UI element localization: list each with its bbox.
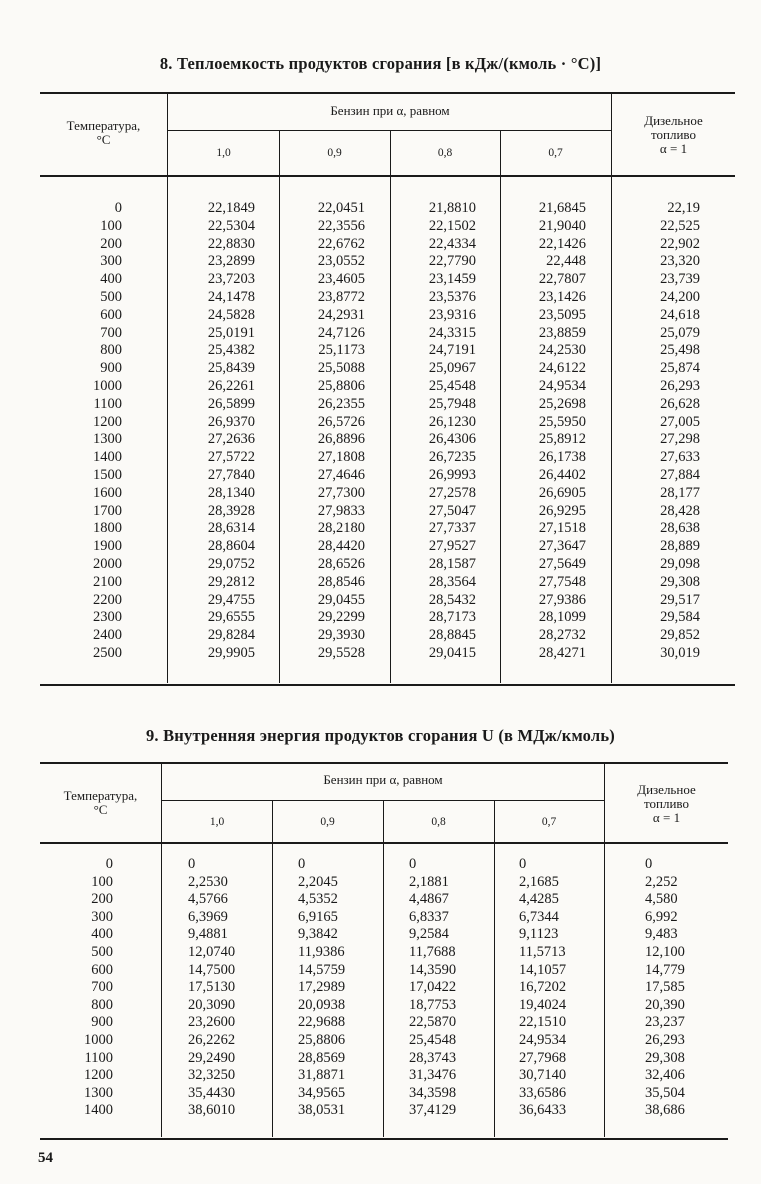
table-cell: 23,1426 <box>538 288 586 305</box>
table-cell: 300 <box>91 908 113 925</box>
table-cell: 500 <box>100 288 122 305</box>
table-cell: 6,8337 <box>409 908 449 925</box>
table-cell: 27,1518 <box>538 520 586 537</box>
table-cell: 23,8772 <box>317 288 365 305</box>
table-cell: 27,5722 <box>207 449 255 466</box>
table-cell: 700 <box>91 979 113 996</box>
table9-header-group: Бензин при α, равном <box>323 772 443 787</box>
table-cell: 26,9993 <box>428 466 476 483</box>
table8-col-a09 <box>279 200 365 663</box>
table-cell: 22,1849 <box>207 200 255 216</box>
table-cell: 23,2899 <box>207 253 255 270</box>
table-cell: 24,2530 <box>538 342 586 359</box>
table-cell: 1600 <box>93 484 122 501</box>
table-cell: 2,2045 <box>298 873 338 890</box>
table-cell: 20,390 <box>645 996 685 1013</box>
table-cell: 25,8439 <box>207 360 255 377</box>
table-cell: 1300 <box>84 1084 113 1101</box>
table-cell: 23,2600 <box>188 1014 236 1031</box>
table9-header-alpha: 0,8 <box>431 816 446 828</box>
table8-header-diesel <box>612 114 735 156</box>
table-cell: 1900 <box>93 538 122 555</box>
table-cell: 200 <box>100 235 122 252</box>
table-cell: 27,298 <box>660 431 700 448</box>
table9-caption: 9. Внутренняя энергия продуктов сгорания U (в МДж/кмоль) <box>145 726 615 745</box>
table-cell: 32,406 <box>645 1067 685 1084</box>
table-cell: 26,2262 <box>188 1031 236 1048</box>
table-cell: 29,098 <box>660 555 700 572</box>
header-line: Дизельное <box>637 782 696 797</box>
table-cell: 1200 <box>93 413 122 430</box>
table-cell: 1000 <box>93 377 122 394</box>
table-cell: 22,8830 <box>207 235 255 252</box>
header-line: °С <box>93 802 108 817</box>
table-cell: 22,525 <box>660 217 700 234</box>
table-cell: 38,0531 <box>298 1102 346 1119</box>
table8-caption: 8. Теплоемкость продуктов сгорания [в кДж/(кмоль · °С)] <box>159 54 602 73</box>
table-cell: 28,2180 <box>317 520 365 537</box>
table-cell: 25,8806 <box>317 377 365 394</box>
table-cell: 2200 <box>93 591 122 608</box>
header-line: топливо <box>644 796 689 811</box>
table-cell: 25,1173 <box>318 342 365 359</box>
table-cell: 9,1123 <box>519 926 559 943</box>
table-cell: 12,0740 <box>188 943 236 960</box>
table-cell: 35,4430 <box>188 1084 236 1101</box>
table-cell: 22,1510 <box>519 1014 567 1031</box>
table-cell: 29,4755 <box>207 591 255 608</box>
table-cell: 29,0455 <box>317 591 365 608</box>
table-cell: 11,9386 <box>298 943 345 960</box>
table-cell: 29,852 <box>660 627 700 644</box>
table-cell: 25,0191 <box>207 324 255 341</box>
table-cell: 26,2261 <box>207 377 255 394</box>
table-cell: 25,8806 <box>298 1031 346 1048</box>
table-cell: 33,6586 <box>519 1084 567 1101</box>
table-cell: 27,3647 <box>538 538 586 555</box>
table-cell: 28,3564 <box>428 573 476 590</box>
table8-header-group: Бензин при α, равном <box>330 103 450 118</box>
table9-col-a07 <box>519 856 566 1120</box>
table-cell: 29,9905 <box>207 644 255 661</box>
table-cell: 27,4646 <box>317 466 365 483</box>
table-cell: 26,9370 <box>207 413 255 430</box>
table-cell: 23,237 <box>645 1014 685 1031</box>
table-cell: 28,5432 <box>428 591 476 608</box>
table-cell: 17,0422 <box>409 979 457 996</box>
table-cell: 1500 <box>93 466 122 483</box>
table-cell: 22,9688 <box>298 1014 346 1031</box>
table-cell: 500 <box>91 943 113 960</box>
page-number: 54 <box>38 1150 53 1166</box>
table-cell: 27,005 <box>660 413 700 430</box>
table-cell: 26,4402 <box>538 466 586 483</box>
table-cell: 28,177 <box>660 484 700 501</box>
table-cell: 6,992 <box>645 908 678 925</box>
table-cell: 27,5047 <box>428 502 476 519</box>
table-cell: 22,448 <box>546 253 586 270</box>
table-cell: 1400 <box>93 449 122 466</box>
table-cell: 1400 <box>84 1102 113 1119</box>
table-cell: 4,5766 <box>188 891 228 908</box>
table-cell: 21,6845 <box>538 200 586 216</box>
table-cell: 27,2636 <box>207 431 255 448</box>
table8-col-temperature <box>50 200 122 663</box>
table-cell: 34,9565 <box>298 1084 346 1101</box>
table-cell: 27,9386 <box>538 591 586 608</box>
table-cell: 0 <box>298 856 306 872</box>
table-cell: 1800 <box>93 520 122 537</box>
table-cell: 2500 <box>93 644 122 661</box>
table-cell: 19,4024 <box>519 996 567 1013</box>
table9-vline <box>383 800 384 1137</box>
table9-top-rule <box>40 762 728 764</box>
table-cell: 28,3743 <box>409 1049 457 1066</box>
table-cell: 1000 <box>84 1031 113 1048</box>
table-cell: 800 <box>100 342 122 359</box>
table-cell: 23,7203 <box>207 271 255 288</box>
table9-header-alpha: 0,7 <box>541 816 557 828</box>
table-cell: 22,3556 <box>317 217 365 234</box>
table-cell: 2,1881 <box>409 873 449 890</box>
table8-top-rule <box>40 92 735 94</box>
table-cell: 26,4306 <box>428 431 476 448</box>
table-cell: 28,4420 <box>317 538 365 555</box>
table-cell: 27,7968 <box>519 1049 567 1066</box>
table8-col-a10 <box>168 200 255 663</box>
table-cell: 2400 <box>93 627 122 644</box>
table-cell: 34,3598 <box>409 1084 457 1101</box>
table-cell: 25,498 <box>660 342 700 359</box>
table-cell: 11,7688 <box>409 943 456 960</box>
table-cell: 37,4129 <box>409 1102 457 1119</box>
table-cell: 28,3928 <box>207 502 255 519</box>
table-cell: 28,8604 <box>207 538 255 555</box>
table-cell: 14,7500 <box>188 961 236 978</box>
table-cell: 2300 <box>93 609 122 626</box>
table9-vline <box>494 800 495 1137</box>
table-cell: 4,580 <box>645 891 678 908</box>
table-cell: 28,1340 <box>207 484 255 501</box>
table-cell: 0 <box>645 856 653 872</box>
table-cell: 22,1426 <box>538 235 586 252</box>
table-cell: 29,2299 <box>317 609 365 626</box>
table-cell: 25,0967 <box>428 360 476 377</box>
table-cell: 23,320 <box>660 253 700 270</box>
table9-vline <box>272 800 273 1137</box>
table-cell: 31,3476 <box>409 1067 457 1084</box>
table-cell: 22,19 <box>667 200 700 216</box>
table-cell: 800 <box>91 996 113 1013</box>
table-cell: 28,8569 <box>298 1049 346 1066</box>
table-cell: 29,0752 <box>207 555 255 572</box>
table-cell: 38,6010 <box>188 1102 236 1119</box>
table-cell: 27,7548 <box>538 573 586 590</box>
table-cell: 17,585 <box>645 979 685 996</box>
table-cell: 27,7337 <box>428 520 476 537</box>
table-cell: 25,5950 <box>538 413 586 430</box>
table-cell: 12,100 <box>645 943 685 960</box>
table9-header-rule <box>40 842 728 844</box>
table9-col-diesel <box>645 856 685 1120</box>
table-cell: 26,1230 <box>428 413 476 430</box>
table-cell: 14,3590 <box>409 961 457 978</box>
table-cell: 22,1502 <box>428 217 476 234</box>
table-cell: 14,1057 <box>519 961 567 978</box>
header-line: °С <box>96 132 111 147</box>
table-cell: 30,019 <box>660 644 700 661</box>
table9-col-temperature <box>50 856 113 1120</box>
table-cell: 22,6762 <box>317 235 365 252</box>
table-cell: 200 <box>91 891 113 908</box>
header-line: Температура, <box>66 118 141 133</box>
table9-header-temperature <box>40 789 161 817</box>
table-cell: 300 <box>100 253 122 270</box>
table-cell: 26,293 <box>645 1031 685 1048</box>
table-cell: 22,5870 <box>409 1014 457 1031</box>
table-cell: 23,1459 <box>428 271 476 288</box>
table-cell: 6,3969 <box>188 908 228 925</box>
table-cell: 29,6555 <box>207 609 255 626</box>
table-cell: 28,428 <box>660 502 700 519</box>
table-cell: 23,9316 <box>428 306 476 323</box>
header-line: α = 1 <box>652 810 681 825</box>
table-cell: 1200 <box>84 1067 113 1084</box>
table-cell: 29,308 <box>660 573 700 590</box>
table-cell: 24,3315 <box>428 324 476 341</box>
table-cell: 29,308 <box>645 1049 685 1066</box>
table-cell: 100 <box>100 217 122 234</box>
table-cell: 0 <box>105 856 113 872</box>
table-cell: 1100 <box>84 1049 113 1066</box>
table-cell: 25,8912 <box>538 431 586 448</box>
table-cell: 36,6433 <box>519 1102 567 1119</box>
table-cell: 1100 <box>93 395 122 412</box>
table-cell: 17,5130 <box>188 979 236 996</box>
table8-header-alpha: 1,0 <box>216 147 231 159</box>
table-cell: 9,483 <box>645 926 678 943</box>
table-cell: 29,5528 <box>317 644 365 661</box>
table-cell: 1300 <box>93 431 122 448</box>
table-cell: 6,7344 <box>519 908 559 925</box>
table-cell: 20,0938 <box>298 996 346 1013</box>
table-cell: 27,7300 <box>317 484 365 501</box>
table-cell: 21,8810 <box>428 200 476 216</box>
table-cell: 23,8859 <box>538 324 586 341</box>
table8-col-a07 <box>500 200 586 663</box>
table-cell: 26,5899 <box>207 395 255 412</box>
table-cell: 35,504 <box>645 1084 685 1101</box>
table-cell: 18,7753 <box>409 996 457 1013</box>
table-cell: 28,1587 <box>428 555 476 572</box>
table-cell: 25,4548 <box>409 1031 457 1048</box>
table-cell: 29,2812 <box>207 573 255 590</box>
table-cell: 26,8896 <box>317 431 365 448</box>
table-cell: 26,6905 <box>538 484 586 501</box>
table-cell: 0 <box>409 856 417 872</box>
table-cell: 28,8546 <box>317 573 365 590</box>
table-cell: 24,7126 <box>317 324 365 341</box>
table-cell: 28,638 <box>660 520 700 537</box>
table-cell: 24,9534 <box>538 377 586 394</box>
table-cell: 26,7235 <box>428 449 476 466</box>
table-cell: 9,3842 <box>298 926 338 943</box>
table-cell: 26,9295 <box>538 502 586 519</box>
table-cell: 38,686 <box>645 1102 685 1119</box>
table8-header-alpha: 0,8 <box>437 147 453 159</box>
table-cell: 6,9165 <box>298 908 338 925</box>
header-line: топливо <box>651 127 696 142</box>
table-cell: 24,618 <box>660 306 700 323</box>
table-cell: 4,4285 <box>519 891 559 908</box>
table9-header-alpha: 1,0 <box>209 816 225 828</box>
table-cell: 1700 <box>93 502 122 519</box>
table-cell: 14,5759 <box>298 961 346 978</box>
header-line: Температура, <box>63 788 138 803</box>
table-cell: 9,4881 <box>188 926 228 943</box>
table-cell: 28,2732 <box>538 627 586 644</box>
table-cell: 26,628 <box>660 395 700 412</box>
table-cell: 27,633 <box>660 449 700 466</box>
table-cell: 32,3250 <box>188 1067 236 1084</box>
table-cell: 23,5376 <box>428 288 476 305</box>
table-cell: 17,2989 <box>298 979 346 996</box>
table-cell: 100 <box>91 873 113 890</box>
table-cell: 0 <box>188 856 196 872</box>
table-cell: 600 <box>91 961 113 978</box>
table-cell: 29,517 <box>660 591 700 608</box>
table-cell: 0 <box>519 856 527 872</box>
table-cell: 600 <box>100 306 122 323</box>
table-cell: 23,0552 <box>317 253 365 270</box>
table-cell: 27,884 <box>660 466 700 483</box>
table-cell: 27,1808 <box>317 449 365 466</box>
table-cell: 900 <box>100 360 122 377</box>
table9-bottom-rule <box>40 1138 728 1140</box>
table8-header-temperature <box>40 119 167 147</box>
table8-header-alpha: 0,7 <box>548 147 563 159</box>
table-cell: 25,2698 <box>538 395 586 412</box>
table-cell: 25,5088 <box>317 360 365 377</box>
table-cell: 25,4382 <box>207 342 255 359</box>
table-cell: 25,4548 <box>428 377 476 394</box>
table-cell: 23,4605 <box>317 271 365 288</box>
table-cell: 9,2584 <box>409 926 449 943</box>
table-cell: 23,739 <box>660 271 700 288</box>
table-cell: 20,3090 <box>188 996 236 1013</box>
table-cell: 24,6122 <box>538 360 586 377</box>
header-line: α = 1 <box>659 141 688 156</box>
table-cell: 25,874 <box>660 360 700 377</box>
table-cell: 400 <box>91 926 113 943</box>
table-cell: 26,1738 <box>538 449 586 466</box>
table-cell: 2,1685 <box>519 873 559 890</box>
table-cell: 27,7840 <box>207 466 255 483</box>
table-cell: 400 <box>100 271 122 288</box>
table-cell: 700 <box>100 324 122 341</box>
table-cell: 23,5095 <box>538 306 586 323</box>
header-line: Дизельное <box>644 113 703 128</box>
table-cell: 30,7140 <box>519 1067 567 1084</box>
table-cell: 27,9527 <box>428 538 476 555</box>
table-cell: 24,1478 <box>207 288 255 305</box>
table8-bottom-rule <box>40 684 735 686</box>
table9-col-a09 <box>298 856 345 1120</box>
table-cell: 2000 <box>93 555 122 572</box>
table8-header-alpha: 0,9 <box>327 147 342 159</box>
table-cell: 27,2578 <box>428 484 476 501</box>
table-cell: 28,8845 <box>428 627 476 644</box>
table-cell: 22,5304 <box>207 217 255 234</box>
table-cell: 25,079 <box>660 324 700 341</box>
table-cell: 24,200 <box>660 288 700 305</box>
table-cell: 26,5726 <box>317 413 365 430</box>
table-cell: 26,2355 <box>317 395 365 412</box>
table-cell: 22,4334 <box>428 235 476 252</box>
table-cell: 31,8871 <box>298 1067 346 1084</box>
table-cell: 28,4271 <box>538 644 586 661</box>
table-cell: 2,252 <box>645 873 678 890</box>
table-cell: 25,7948 <box>428 395 476 412</box>
table-cell: 24,2931 <box>317 306 365 323</box>
table8-col-diesel <box>612 200 700 663</box>
table-cell: 28,7173 <box>428 609 476 626</box>
table-cell: 4,5352 <box>298 891 338 908</box>
table-cell: 26,293 <box>660 377 700 394</box>
table-cell: 4,4867 <box>409 891 449 908</box>
table-cell: 27,9833 <box>317 502 365 519</box>
table9-col-a10 <box>188 856 235 1120</box>
table-cell: 29,8284 <box>207 627 255 644</box>
table-cell: 28,889 <box>660 538 700 555</box>
table9-header-diesel <box>605 783 728 825</box>
table-cell: 29,3930 <box>317 627 365 644</box>
table-cell: 22,902 <box>660 235 700 252</box>
table-cell: 28,6314 <box>207 520 255 537</box>
table-cell: 27,5649 <box>538 555 586 572</box>
table-cell: 29,2490 <box>188 1049 236 1066</box>
table-cell: 2100 <box>93 573 122 590</box>
table-cell: 2,2530 <box>188 873 228 890</box>
table-cell: 22,7790 <box>428 253 476 270</box>
table-cell: 28,1099 <box>538 609 586 626</box>
table-cell: 29,584 <box>660 609 700 626</box>
table-cell: 900 <box>91 1014 113 1031</box>
table-cell: 0 <box>114 200 122 216</box>
table8-header-rule <box>40 175 735 177</box>
table9-header-alpha: 0,9 <box>320 816 335 828</box>
table-cell: 29,0415 <box>428 644 476 661</box>
table8-col-a08 <box>390 200 476 663</box>
table-cell: 24,7191 <box>428 342 476 359</box>
table-cell: 16,7202 <box>519 979 567 996</box>
table-cell: 24,9534 <box>519 1031 567 1048</box>
table-cell: 21,9040 <box>538 217 586 234</box>
table-cell: 22,7807 <box>538 271 586 288</box>
table-cell: 22,0451 <box>317 200 365 216</box>
table-cell: 11,5713 <box>519 943 566 960</box>
table9-col-a08 <box>409 856 456 1120</box>
table-cell: 24,5828 <box>207 306 255 323</box>
table-cell: 28,6526 <box>317 555 365 572</box>
table-cell: 14,779 <box>645 961 685 978</box>
